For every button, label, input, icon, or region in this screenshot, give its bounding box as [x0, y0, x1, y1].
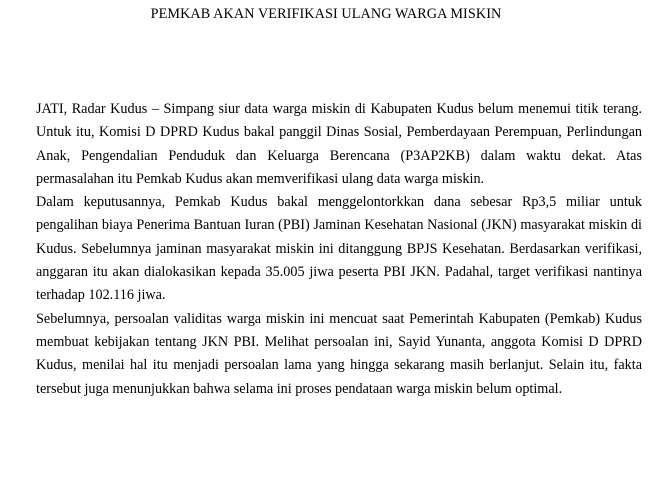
article-paragraph: Sebelumnya, persoalan validitas warga miskin ini mencuat saat Pemerintah Kabupaten (Pemkab) Kudus membuat kebijakan tentang JKN PBI. Melihat persoalan ini, Sayid Yunanta, anggota Komisi D DPRD Kudus, menilai hal itu menjadi persoalan lama yang hingga sekarang masih berlanjut. Selain itu, fakta tersebut juga menunjukkan bahwa selama ini proses pendataan warga miskin belum optimal. — [36, 310, 642, 397]
article-paragraph: Dalam keputusannya, Pemkab Kudus bakal menggelontorkkan dana sebesar Rp3,5 miliar untuk pengalihan biaya Penerima Bantuan Iuran (PBI) Jaminan Kesehatan Nasional (JKN) masyarakat miskin di Kudus. Sebelumnya jaminan masyarakat miskin ini ditanggung BPJS Kesehatan. Berdasarkan verifikasi, anggaran itu akan dialokasikan kepada 35.005 jiwa peserta PBI JKN. Padahal, target verifikasi nantinya terhadap 102.116 jiwa. — [36, 194, 642, 304]
article-body — [36, 98, 642, 401]
document-title: PEMKAB AKAN VERIFIKASI ULANG WARGA MISKIN — [150, 6, 502, 22]
article-paragraph: JATI, Radar Kudus – Simpang siur data warga miskin di Kabupaten Kudus belum menemui titik terang. Untuk itu, Komisi D DPRD Kudus bakal panggil Dinas Sosial, Pemberdayaan Perempuan, Perlindungan Anak, Pengendalian Penduduk dan Keluarga Berencana (P3AP2KB) dalam waktu dekat. Atas permasalahan itu Pemkab Kudus akan memverifikasi ulang data warga miskin. — [36, 101, 642, 187]
